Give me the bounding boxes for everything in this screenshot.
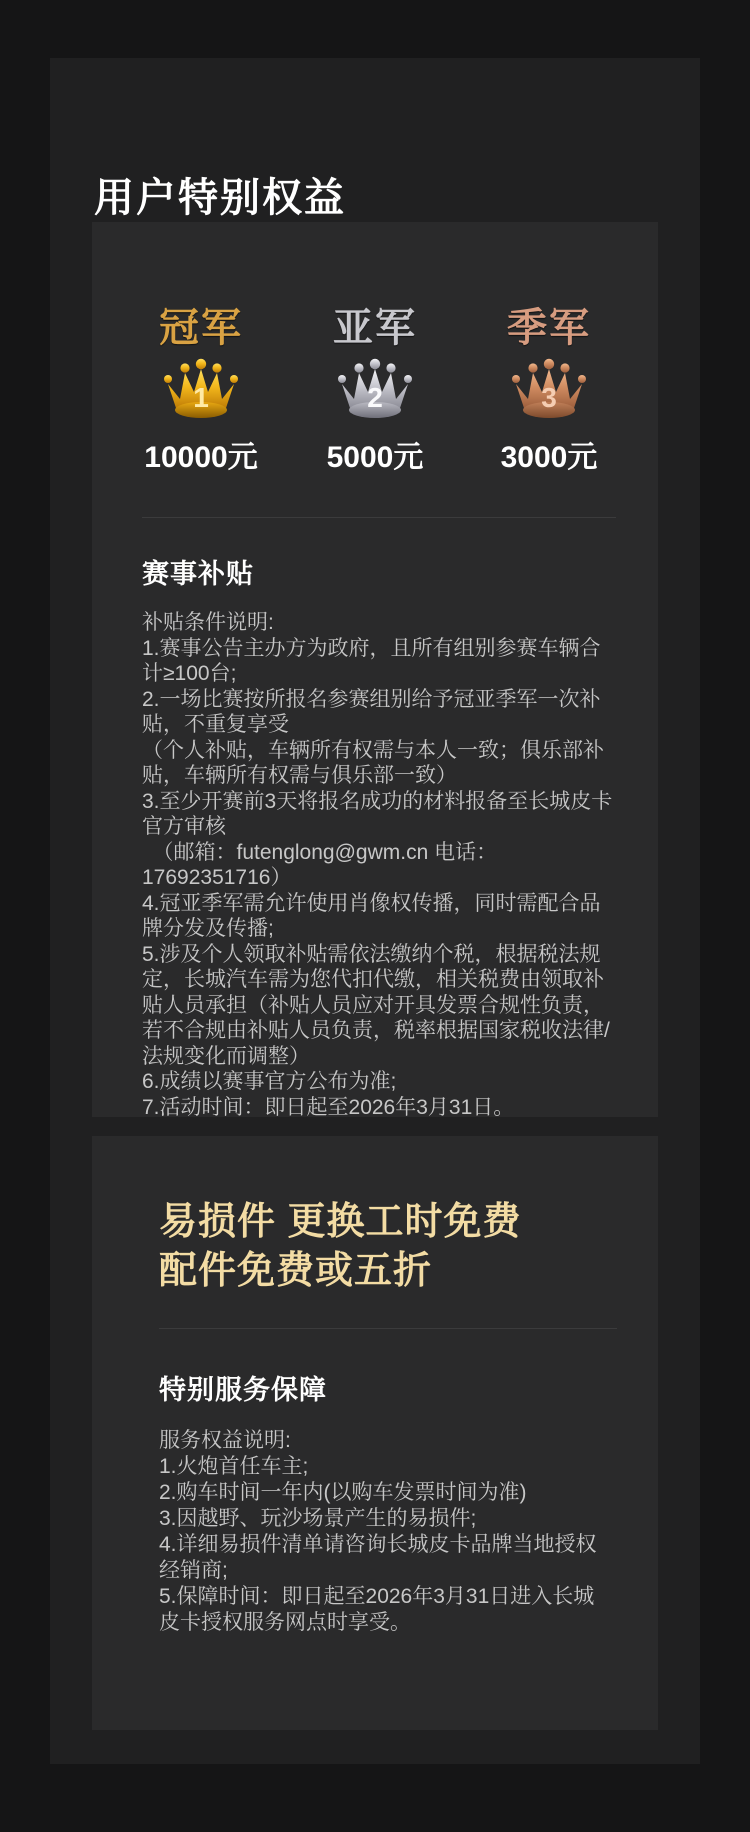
note-line: （邮箱：futenglong@gwm.cn 电话：17692351716） bbox=[142, 840, 498, 889]
service-headline-line1: 易损件 更换工时免费 bbox=[159, 1201, 522, 1243]
service-section-title: 特别服务保障 bbox=[159, 1375, 327, 1405]
prize-subsidy-card bbox=[92, 222, 658, 1117]
note-line: 5.保障时间：即日起至2026年3月31日进入长城皮卡授权服务网点时享受。 bbox=[159, 1585, 595, 1634]
tier-third-place bbox=[462, 306, 636, 476]
note-line: 3.因越野、玩沙场景产生的易损件; bbox=[159, 1507, 477, 1530]
svg-text:1: 1 bbox=[193, 382, 209, 413]
subsidy-section-title: 赛事补贴 bbox=[142, 559, 254, 589]
service-notes bbox=[159, 1428, 613, 1636]
tier-champion bbox=[114, 306, 288, 476]
note-line: 6.成绩以赛事官方公布为准; bbox=[142, 1070, 397, 1093]
tier-champion-amount: 10000元 bbox=[144, 441, 258, 474]
note-line: 7.活动时间：即日起至2026年3月31日。 bbox=[142, 1095, 515, 1119]
benefits-section bbox=[50, 58, 700, 1764]
tier-champion-label: 冠军 bbox=[159, 306, 243, 350]
divider bbox=[159, 1328, 617, 1329]
note-line: 2.一场比赛按所报名参赛组别给予冠亚季军一次补贴，不重复享受 bbox=[142, 687, 601, 736]
note-line: 5.涉及个人领取补贴需依法缴纳个税，根据税法规定，长城汽车需为您代扣代缴，相关税费由领取补贴人员承担（补贴人员应对开具发票合规性负责，若不合规由补贴人员负责，税率根据国家税收法律/法规变化而调整） bbox=[142, 942, 610, 1068]
gold-crown-icon bbox=[158, 358, 244, 420]
tier-runner-up bbox=[288, 306, 462, 476]
svg-text:3: 3 bbox=[541, 382, 557, 413]
subsidy-notes bbox=[142, 610, 614, 1120]
tier-runner-up-label: 亚军 bbox=[333, 306, 417, 350]
service-guarantee-card bbox=[92, 1136, 658, 1730]
note-line: 1.赛事公告主办方为政府，且所有组别参赛车辆合计≥100台; bbox=[142, 636, 601, 685]
service-headline-line2: 配件免费或五折 bbox=[159, 1250, 433, 1292]
prize-tier-row bbox=[92, 306, 658, 476]
note-line: 服务权益说明: bbox=[159, 1429, 291, 1452]
divider bbox=[142, 517, 616, 518]
tier-runner-up-amount: 5000元 bbox=[326, 441, 424, 474]
page-title: 用户特别权益 bbox=[94, 176, 346, 220]
note-line: 2.购车时间一年内(以购车发票时间为准) bbox=[159, 1481, 527, 1504]
silver-crown-icon bbox=[332, 358, 418, 420]
tier-third-place-label: 季军 bbox=[507, 306, 591, 350]
note-line: 4.详细易损件清单请咨询长城皮卡品牌当地授权经销商; bbox=[159, 1533, 597, 1582]
note-line: 4.冠亚季军需允许使用肖像权传播，同时需配合品牌分发及传播; bbox=[142, 891, 601, 940]
svg-text:2: 2 bbox=[367, 382, 383, 413]
tier-third-place-amount: 3000元 bbox=[500, 441, 598, 474]
note-line: 3.至少开赛前3天将报名成功的材料报备至长城皮卡官方审核 bbox=[142, 789, 613, 838]
note-line: 1.火炮首任车主; bbox=[159, 1455, 309, 1478]
service-headline bbox=[159, 1198, 522, 1296]
note-line: 补贴条件说明: bbox=[142, 611, 274, 634]
bronze-crown-icon bbox=[506, 358, 592, 420]
note-line: （个人补贴，车辆所有权需与本人一致；俱乐部补贴，车辆所有权需与俱乐部一致） bbox=[142, 738, 604, 787]
